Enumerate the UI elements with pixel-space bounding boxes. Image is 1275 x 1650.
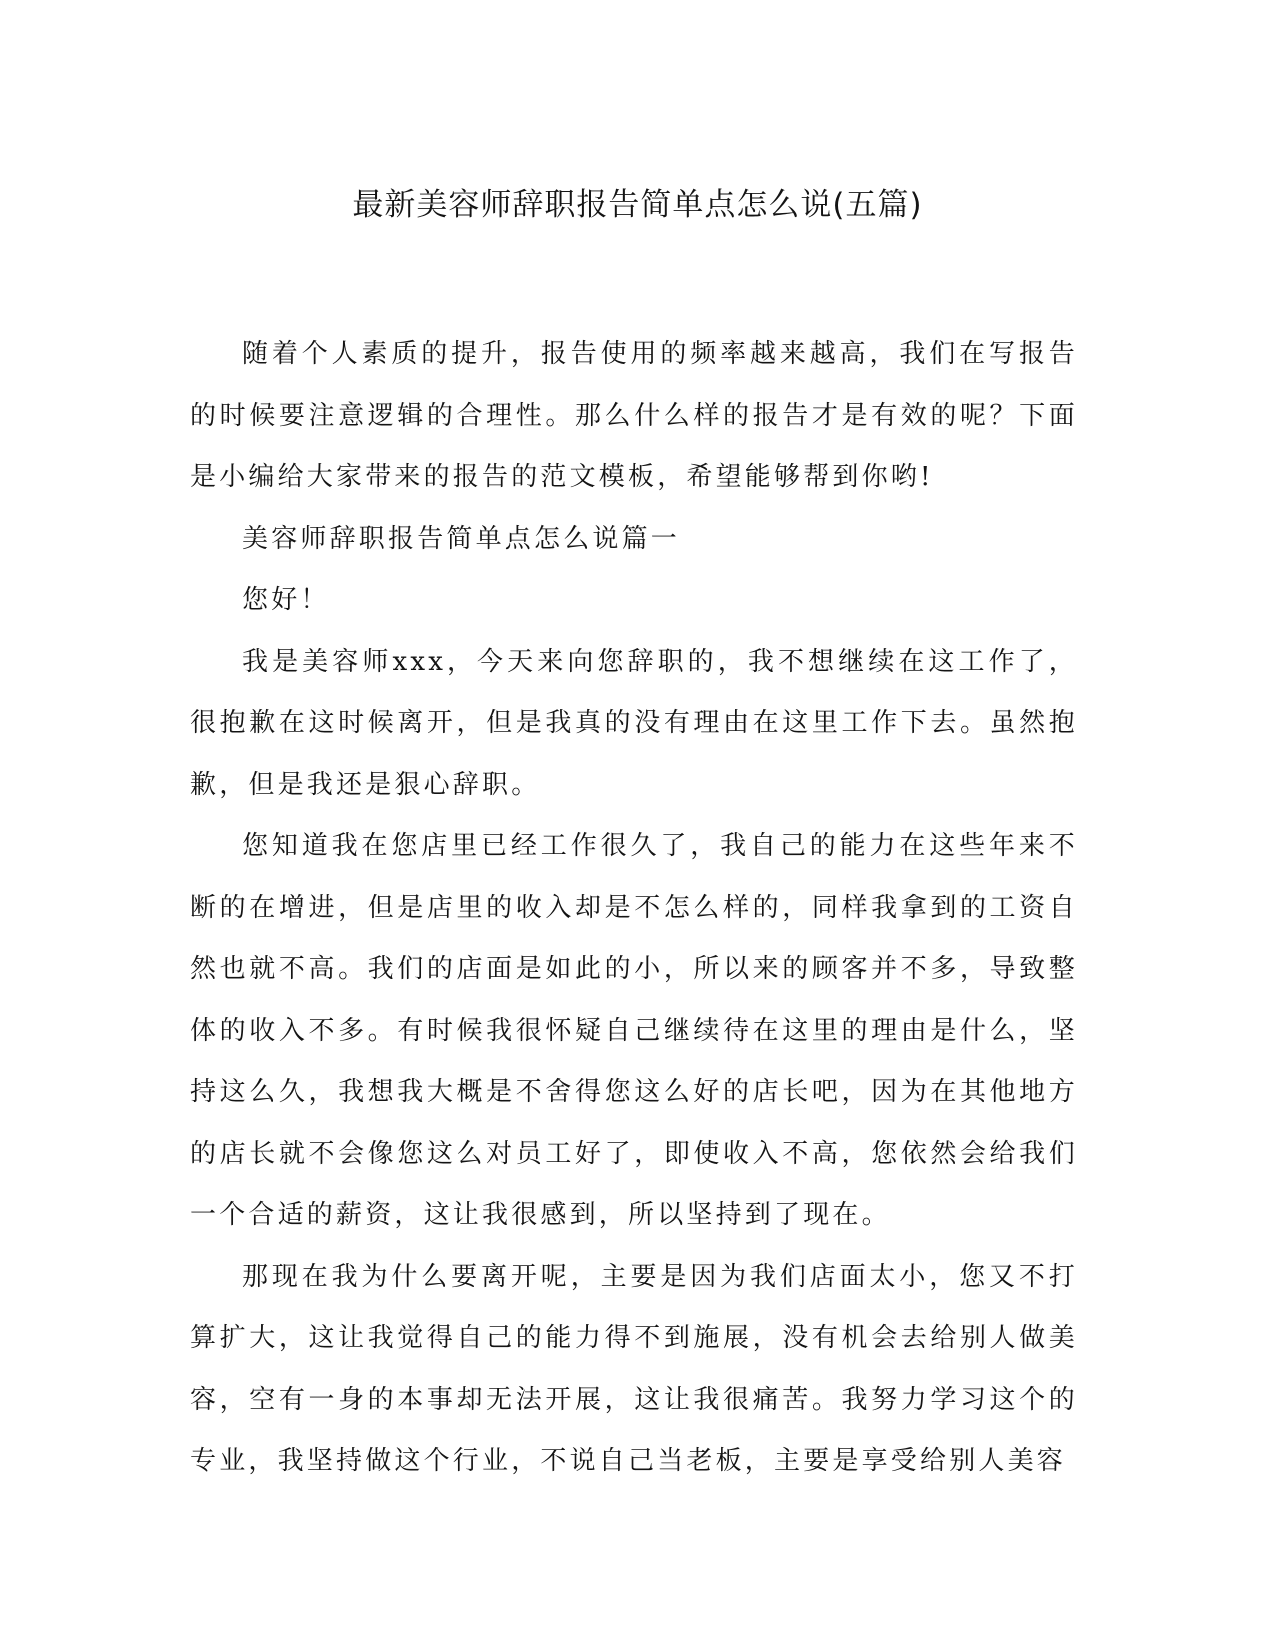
section-heading: 美容师辞职报告简单点怎么说篇一	[242, 523, 681, 554]
body-paragraph: 我是美容师xxx，今天来向您辞职的，我不想继续在这工作了，很抱歉在这时候离开，但是我真的没有理由在这里工作下去。虽然抱歉，但是我还是狠心辞职。	[190, 646, 1078, 800]
body-paragraph: 您知道我在您店里已经工作很久了，我自己的能力在这些年来不断的在增进，但是店里的收入却是不怎么样的，同样我拿到的工资自然也就不高。我们的店面是如此的小，所以来的顾客并不多，导致整体的收入不多。有时候我很怀疑自己继续待在这里的理由是什么，坚持这么久，我想我大概是不舍得您这么好的店长吧，因为在其他地方的店长就不会像您这么对员工好了，即使收入不高，您依然会给我们一个合适的薪资，这让我很感到，所以坚持到了现在。	[190, 831, 1078, 1230]
intro-paragraph: 随着个人素质的提升，报告使用的频率越来越高，我们在写报告的时候要注意逻辑的合理性。那么什么样的报告才是有效的呢？下面是小编给大家带来的报告的范文模板，希望能够帮到你哟!	[190, 339, 1078, 492]
document-title: 最新美容师辞职报告简单点怎么说(五篇)	[352, 187, 923, 223]
document-body	[190, 324, 1078, 1493]
greeting: 您好！	[242, 585, 330, 615]
body-paragraph: 那现在我为什么要离开呢，主要是因为我们店面太小，您又不打算扩大，这让我觉得自己的能力得不到施展，没有机会去给别人做美容，空有一身的本事却无法开展，这让我很痛苦。我努力学习这个的专业，我坚持做这个行业，不说自己当老板，主要是享受给别人美容	[190, 1261, 1078, 1476]
